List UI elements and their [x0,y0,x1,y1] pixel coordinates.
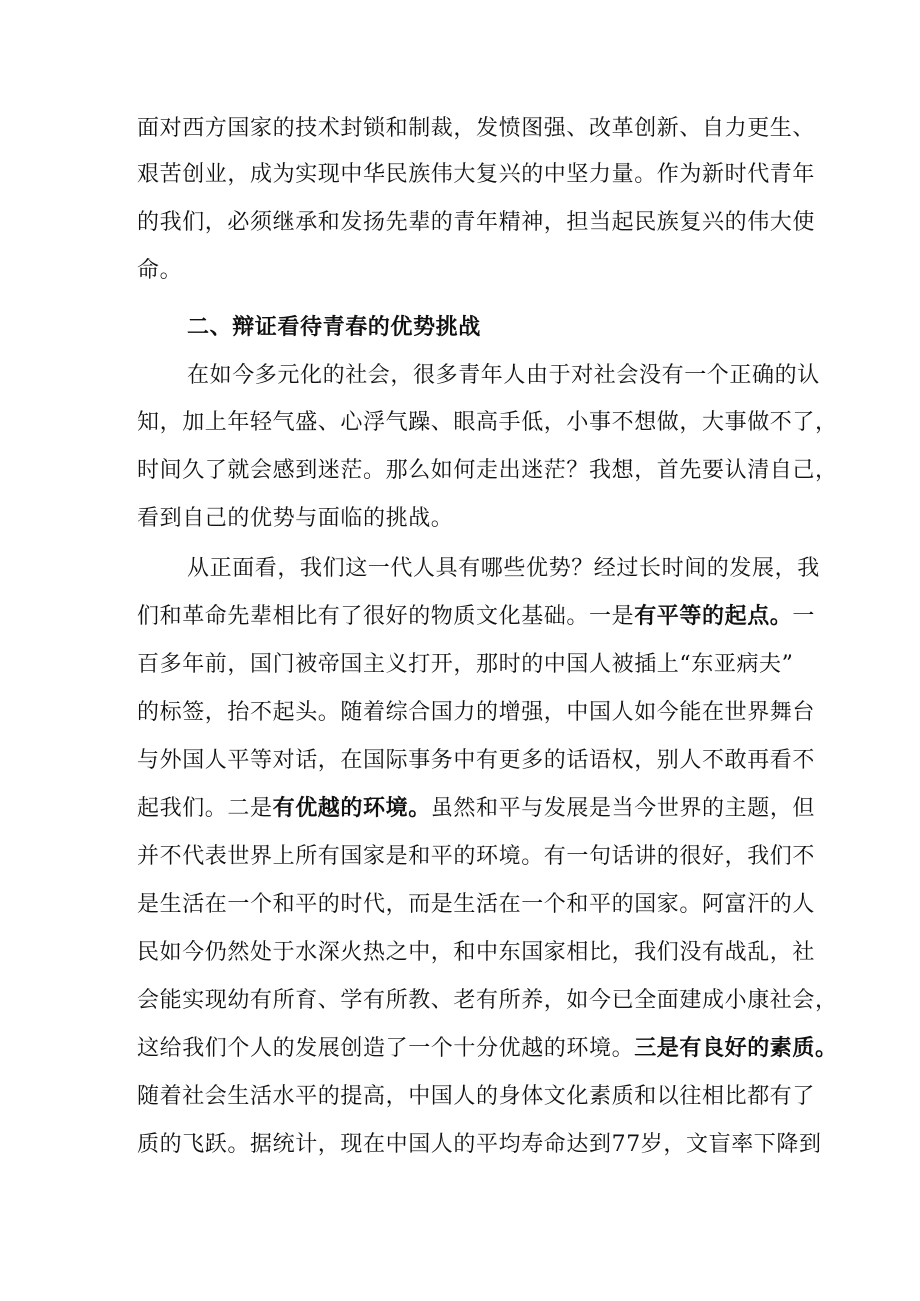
paragraph-line: 会能实现幼有所育、学有所教、老有所养，如今已全面建成小康社会， [137,988,838,1013]
paragraph-line [137,602,815,632]
line-text: 们和革命先辈相比有了很好的物质文化基础。一是 [137,604,635,629]
line-text: 虽然和平与发展是当今世界的主题，但 [430,796,816,821]
paragraph-line: 艰苦创业，成为实现中华民族伟大复兴的中坚力量。作为新时代青年 [137,162,816,187]
paragraph-line: 时间久了就会感到迷茫。那么如何走出迷茫？我想，首先要认清自己， [137,458,838,483]
paragraph-line: 命。 [137,258,183,283]
paragraph-line: 在如今多元化的社会，很多青年人由于对社会没有一个正确的认 [187,363,820,388]
paragraph-line [137,1034,838,1064]
paragraph-line: 从正面看，我们这一代人具有哪些优势？经过长时间的发展，我 [187,556,820,581]
paragraph-line [137,794,815,824]
paragraph-line: 与外国人平等对话，在国际事务中有更多的话语权，别人不敢再看不 [137,748,816,773]
emphasis-text: 有平等的起点。 [634,604,793,629]
paragraph-line: 民如今仍然处于水深火热之中，和中东国家相比，我们没有战乱，社 [137,940,816,965]
paragraph-line: 面对西方国家的技术封锁和制裁，发愤图强、改革创新、自力更生、 [137,116,816,141]
paragraph-line: 百多年前，国门被帝国主义打开，那时的中国人被插上“东亚病夫” [137,652,794,677]
paragraph-line: 并不代表世界上所有国家是和平的环境。有一句话讲的很好，我们不 [137,844,816,869]
paragraph-line: 随着社会生活水平的提高，中国人的身体文化素质和以往相比都有了 [137,1084,816,1109]
paragraph-line: 看到自己的优势与面临的挑战。 [137,506,454,531]
emphasis-text: 三是有良好的素质。 [634,1036,838,1061]
paragraph-line: 的标签，抬不起头。随着综合国力的增强，中国人如今能在世界舞台 [137,700,816,725]
paragraph-line: 是生活在一个和平的时代，而是生活在一个和平的国家。阿富汗的人 [137,892,816,917]
emphasis-text: 有优越的环境。 [272,796,431,821]
section-heading: 二、辩证看待青春的优势挑战 [187,315,481,340]
paragraph-line: 质的飞跃。据统计，现在中国人的平均寿命达到77岁，文盲率下降到 [137,1132,822,1157]
paragraph-line: 的我们，必须继承和发扬先辈的青年精神，担当起民族复兴的伟大使 [137,210,816,235]
paragraph-line: 知，加上年轻气盛、心浮气躁、眼高手低，小事不想做，大事做不了， [137,410,838,435]
line-text: 这给我们个人的发展创造了一个十分优越的环境。 [137,1036,635,1061]
line-text: 起我们。二是 [137,796,273,821]
line-text: 一 [792,604,816,629]
